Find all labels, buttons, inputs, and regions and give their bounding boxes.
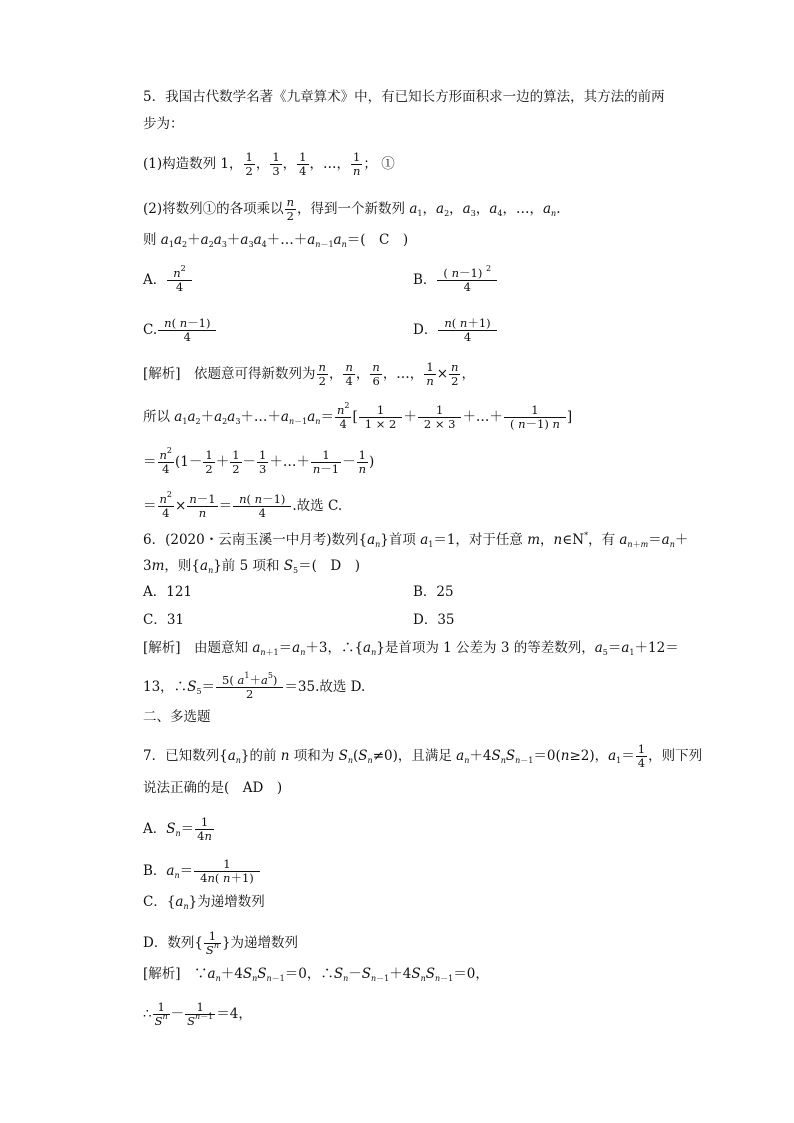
line-text: 步为：: [143, 116, 184, 132]
line-text: B．$a_n=$ $\frac{1}{4n( n+1)}$: [143, 858, 261, 885]
line-text: 13，$\therefore S_5=$ $\frac{5( a^1+a^5)}{2}$ ＝35.故选 D.: [143, 671, 366, 701]
line-text: [解析] $\because a_n+4S_nS_{n-1}=0$，$\therefore S_n-S_{n-1}+4S_nS_{n-1}=0$，: [143, 966, 489, 983]
line-text: 二、多选题: [143, 709, 211, 725]
line-text: 3m，则$\{a_n\}$前 5 项和 $S_5=$( D ): [143, 558, 360, 575]
line-text: A．$S_n=$ $\frac{1}{4n}$: [143, 815, 212, 843]
line-text: ＝ $\frac{n^2}{4}$ (1－ $\frac{1}{2}$ ＋ $\frac{1}{2}$ － $\frac{1}{3}$ ＋…＋ $\frac{1}{n-1}$ － $\frac{1}{n}$ ): [143, 446, 375, 476]
option-item: A． $\frac{n^2}{4}$: [143, 267, 193, 294]
option-item: D．35: [413, 612, 455, 628]
option-item: C．31: [143, 612, 185, 628]
option-item: A．121: [143, 584, 193, 600]
line-text: (2)将数列①的各项乘以 $\frac{n}{2}$ ，得到一个新数列 $a_1$，$a_2$，$a_3$，$a_4$，…，$a_n$.: [143, 195, 561, 223]
option-item: C. $\frac{n( n-1)}{4}$: [143, 317, 217, 344]
option-item: B． $\frac{( n-1) ^2}{4}$: [413, 267, 498, 294]
line-text: [解析] 依题意可得新数列为 $\frac{n}{2}$ ， $\frac{n}{4}$ ， $\frac{n}{6}$ ，…， $\frac{1}{n}$ × $\frac{n}{2}$ ，: [143, 360, 475, 388]
line-text: [解析] 由题意知 $a_{n+1}=a_n+3$，$\therefore\{a_n\}$是首项为 1 公差为 3 的等差数列，$a_5=a_1+12=$: [143, 640, 679, 657]
line-text: 所以 $a_1a_2+a_2a_3+\dots+a_{n-1}a_n=$ $\frac{n^2}{4}$ [ $\frac{1}{1 \times 2}$ ＋ $\frac{1}{2 \times 3}$ ＋…＋ $\frac{1}{( n-1) n}$ ]: [143, 401, 573, 431]
line-text: ＝ $\frac{n^2}{4}$ × $\frac{n-1}{n}$ ＝ $\frac{n( n-1)}{4}$ .故选 C.: [143, 490, 343, 520]
line-text: 6．(2020・云南玉溪一中月考)数列$\{a_n\}$首项 $a_1=1$，对于任意 m，n∈N*，有 $a_{n+m}=a_n+$: [143, 531, 689, 549]
line-text: 说法正确的是( AD ): [143, 780, 283, 796]
line-text: C．$\{a_n\}$为递增数列: [143, 894, 265, 911]
line-text: 5．我国古代数学名著《九章算术》中，有已知长方形面积求一边的算法，其方法的前两: [143, 89, 665, 105]
option-item: B．25: [413, 584, 454, 600]
option-item: D． $\frac{n( n+1)}{4}$: [413, 317, 498, 344]
line-text: 则 $a_1a_2+a_2a_3+a_3a_4+\dots+a_{n-1}a_n=$( C ): [143, 232, 409, 249]
line-text: ∴ $\frac{1}{S^n}$ － $\frac{1}{S^{n-1}}$ ＝4，: [143, 1000, 252, 1028]
line-text: 7．已知数列$\{a_n\}$的前 n 项和为 $S_n(S_n\ne 0)$，且满足 $a_n+4S_nS_{n-1}=0(n\ge 2)$，$a_1=$ $\frac{1}{4}$ ，则下列: [143, 742, 703, 770]
line-text: (1)构造数列 1， $\frac{1}{2}$ ， $\frac{1}{3}$ ， $\frac{1}{4}$ ，…， $\frac{1}{n}$ ； ①: [143, 150, 395, 178]
line-text: D．数列{ $\frac{1}{S^n}$ }为递增数列: [143, 929, 299, 957]
